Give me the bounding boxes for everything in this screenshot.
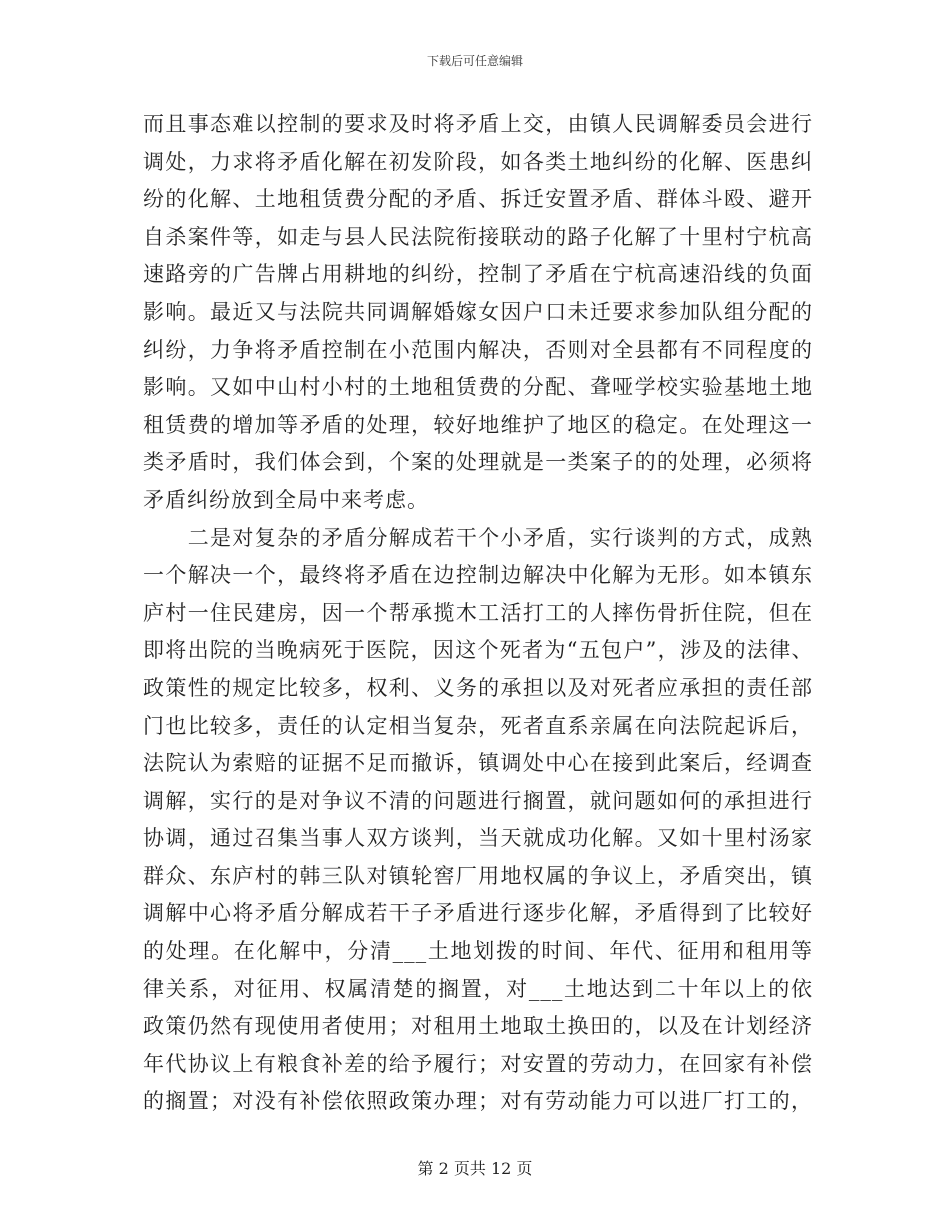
page-header: 下载后可任意编辑 [426,54,523,68]
text-line: 影响。最近又与法院共同调解婚嫁女因户口未迁要求参加队组分配的 [143,299,813,324]
text-line: 而且事态难以控制的要求及时将矛盾上交，由镇人民调解委员会进行 [143,112,813,136]
text-line: 的处理。在化解中，分清___土地划拨的时间、年代、征用和租用等 [143,939,813,964]
text-line: 年代协议上有粮食补差的给予履行；对安置的劳动力，在回家有补偿 [143,1051,813,1076]
text-line: 政策性的规定比较多，权利、义务的承担以及对死者应承担的责任部 [143,675,813,700]
text-line: 类矛盾时，我们体会到，个案的处理就是一类案子的的处理，必须将 [143,450,813,475]
text-line: 的搁置；对没有补偿依照政策办理；对有劳动能力可以进厂打工的， [143,1089,813,1114]
text-line: 纠纷，力争将矛盾控制在小范围内解决，否则对全县都有不同程度的 [143,337,813,362]
text-line: 政策仍然有现使用者使用；对租用土地取土换田的，以及在计划经济 [143,1014,813,1039]
text-line: 速路旁的广告牌占用耕地的纠纷，控制了矛盾在宁杭高速沿线的负面 [143,262,813,287]
page-footer: 第 2 页共 12 页 [417,1159,533,1178]
document-body [143,106,813,1121]
text-line: 矛盾纠纷放到全局中来考虑。 [143,487,429,512]
paragraph [143,106,813,520]
text-line: 影响。又如中山村小村的土地租赁费的分配、聋哑学校实验基地土地 [143,375,813,400]
text-line: 二是对复杂的矛盾分解成若干个小矛盾，实行谈判的方式，成熟 [143,525,813,550]
text-line: 即将出院的当晚病死于医院，因这个死者为“五包户”，涉及的法律、 [143,638,813,663]
text-line: 法院认为索赔的证据不足而撤诉，镇调处中心在接到此案后，经调查 [143,751,813,776]
text-line: 租赁费的增加等矛盾的处理，较好地维护了地区的稳定。在处理这一 [143,412,813,437]
text-line: 协调，通过召集当事人双方谈判，当天就成功化解。又如十里村汤家 [143,826,813,851]
text-line: 调处，力求将矛盾化解在初发阶段，如各类土地纠纷的化解、医患纠 [143,149,813,174]
text-line: 庐村一住民建房，因一个帮承揽木工活打工的人摔伤骨折住院，但在 [143,600,813,625]
text-line: 门也比较多，责任的认定相当复杂，死者直系亲属在向法院起诉后， [143,713,813,738]
paragraph [143,520,813,1122]
text-line: 调解中心将矛盾分解成若干子矛盾进行逐步化解，矛盾得到了比较好 [143,901,813,926]
text-line: 纷的化解、土地租赁费分配的矛盾、拆迁安置矛盾、群体斗殴、避开 [143,187,813,212]
text-line: 律关系，对征用、权属清楚的搁置，对___土地达到二十年以上的依 [143,976,813,1001]
text-line: 自杀案件等，如走与县人民法院衔接联动的路子化解了十里村宁杭高 [143,224,813,249]
text-line: 一个解决一个，最终将矛盾在边控制边解决中化解为无形。如本镇东 [143,563,813,588]
text-line: 群众、东庐村的韩三队对镇轮窖厂用地权属的争议上，矛盾突出，镇 [143,863,813,888]
text-line: 调解，实行的是对争议不清的问题进行搁置，就问题如何的承担进行 [143,788,813,813]
